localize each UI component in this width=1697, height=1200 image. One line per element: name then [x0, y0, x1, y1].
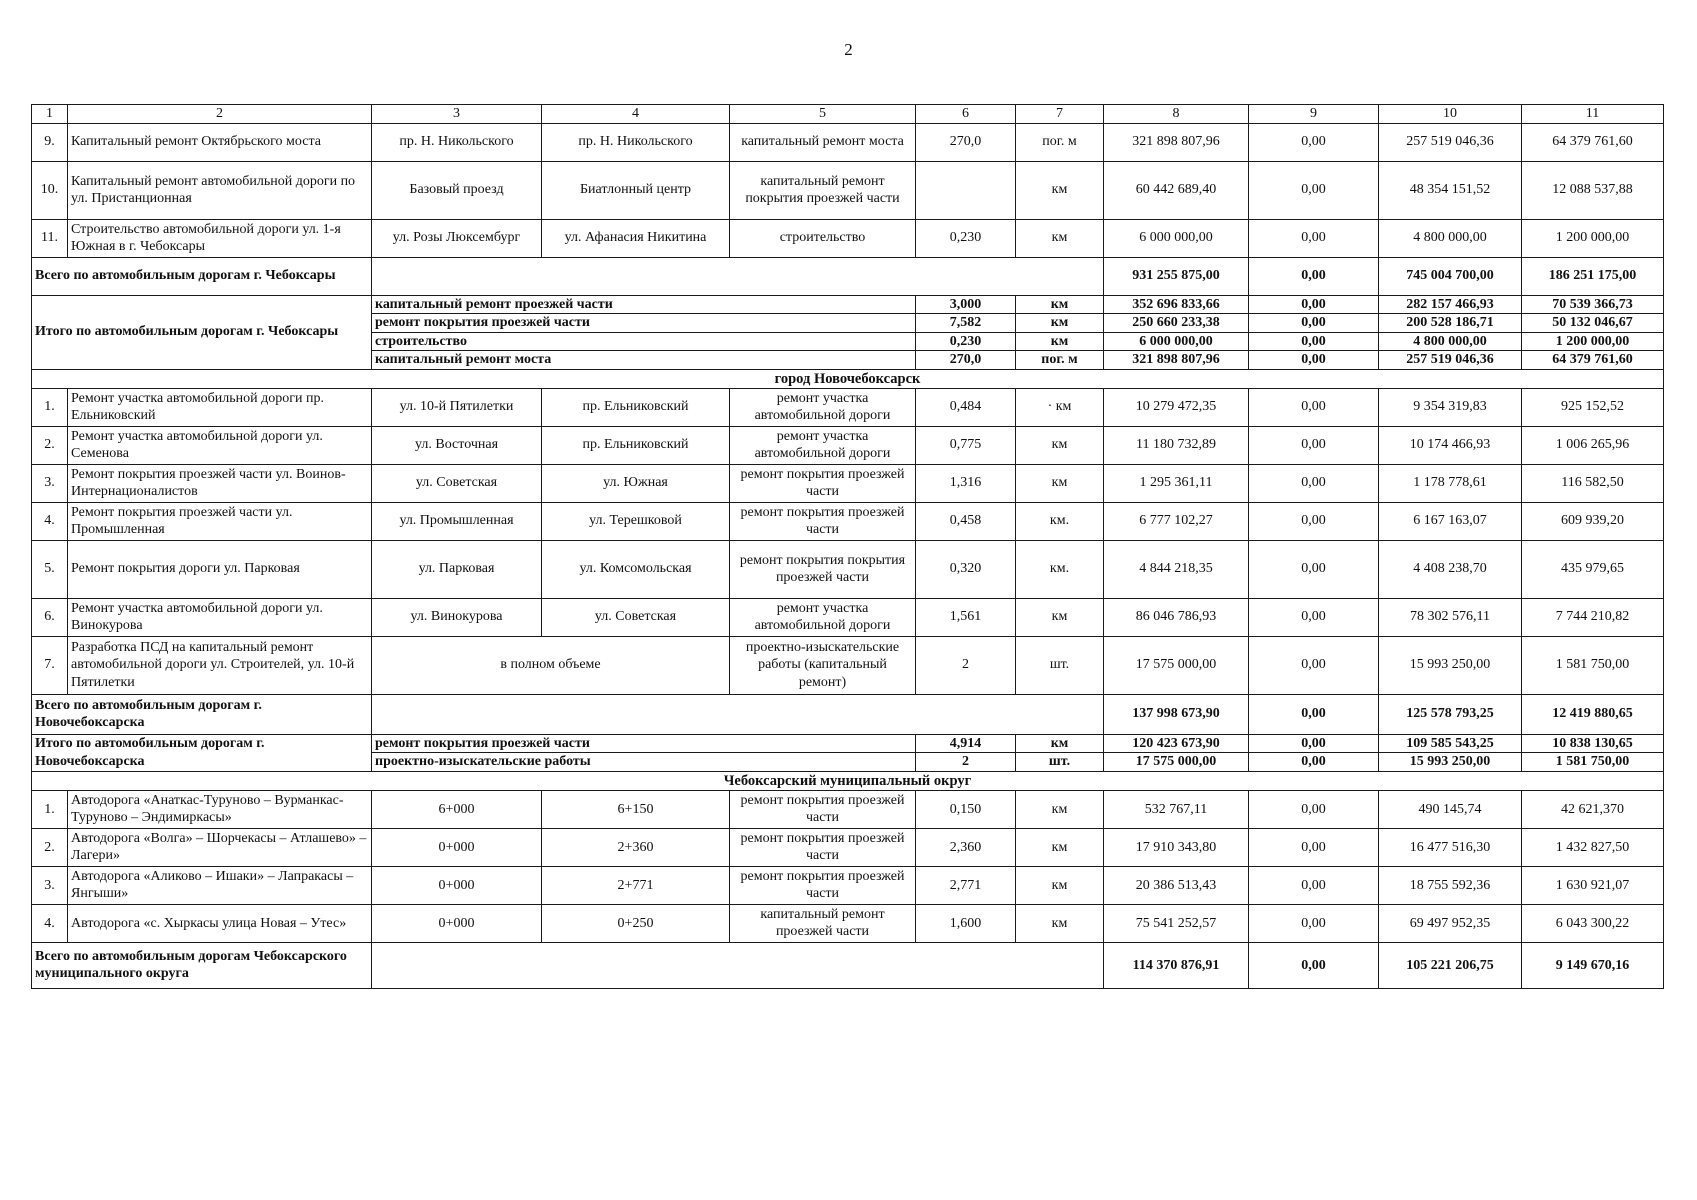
- work-type: проектно-изыскательские работы (капитальный ремонт): [730, 636, 916, 694]
- quantity: 2: [916, 636, 1016, 694]
- section-end: пр. Н. Никольского: [542, 123, 730, 161]
- total-amount: 352 696 833,66: [1104, 295, 1249, 314]
- work-type: ремонт покрытия проезжей части: [730, 502, 916, 540]
- section-start: ул. Винокурова: [372, 598, 542, 636]
- col10-amount: 6 167 163,07: [1379, 502, 1522, 540]
- quantity: 4,914: [916, 734, 1016, 753]
- column-number: 7: [1016, 105, 1104, 124]
- empty-cell: [372, 942, 1104, 988]
- col9-amount: 0,00: [1249, 332, 1379, 351]
- col11-amount: 64 379 761,60: [1522, 351, 1664, 370]
- unit: км: [1016, 828, 1104, 866]
- col10-amount: 48 354 151,52: [1379, 161, 1522, 219]
- row-number: 3.: [32, 866, 68, 904]
- section-end: 2+771: [542, 866, 730, 904]
- quantity: 1,600: [916, 904, 1016, 942]
- column-number: 9: [1249, 105, 1379, 124]
- unit: км: [1016, 161, 1104, 219]
- section-title: Чебоксарский муниципальный округ: [32, 771, 1664, 790]
- row-number: 2.: [32, 426, 68, 464]
- col9-amount: 0,00: [1249, 866, 1379, 904]
- col9-amount: 0,00: [1249, 123, 1379, 161]
- row-number: 1.: [32, 790, 68, 828]
- col10-amount: 257 519 046,36: [1379, 123, 1522, 161]
- unit: км: [1016, 904, 1104, 942]
- column-number: 3: [372, 105, 542, 124]
- column-number: 10: [1379, 105, 1522, 124]
- work-type: капитальный ремонт проезжей части: [730, 904, 916, 942]
- col9-amount: 0,00: [1249, 464, 1379, 502]
- roads-table: [31, 104, 1664, 989]
- unit: · км: [1016, 388, 1104, 426]
- row-number: 9.: [32, 123, 68, 161]
- section-end: 6+150: [542, 790, 730, 828]
- total-amount: 86 046 786,93: [1104, 598, 1249, 636]
- section-start: ул. Промышленная: [372, 502, 542, 540]
- section-start: ул. Восточная: [372, 426, 542, 464]
- object-name: Автодорога «Волга» – Шорчекасы – Атлашево» – Лагери»: [68, 828, 372, 866]
- col11-amount: 6 043 300,22: [1522, 904, 1664, 942]
- total-amount: 114 370 876,91: [1104, 942, 1249, 988]
- col9-amount: 0,00: [1249, 540, 1379, 598]
- col10-amount: 257 519 046,36: [1379, 351, 1522, 370]
- col11-amount: 9 149 670,16: [1522, 942, 1664, 988]
- unit: км: [1016, 464, 1104, 502]
- col10-amount: 78 302 576,11: [1379, 598, 1522, 636]
- row-number: 11.: [32, 219, 68, 257]
- col10-amount: 69 497 952,35: [1379, 904, 1522, 942]
- work-type: ремонт участка автомобильной дороги: [730, 426, 916, 464]
- col9-amount: 0,00: [1249, 257, 1379, 295]
- col11-amount: 116 582,50: [1522, 464, 1664, 502]
- row-number: 2.: [32, 828, 68, 866]
- work-type: ремонт покрытия проезжей части: [372, 734, 916, 753]
- section-end: ул. Советская: [542, 598, 730, 636]
- col10-amount: 4 800 000,00: [1379, 219, 1522, 257]
- unit: км: [1016, 790, 1104, 828]
- table-row: [32, 598, 1664, 636]
- col10-amount: 745 004 700,00: [1379, 257, 1522, 295]
- object-name: Ремонт покрытия проезжей части ул. Промышленная: [68, 502, 372, 540]
- total-amount: 6 000 000,00: [1104, 219, 1249, 257]
- object-name: Строительство автомобильной дороги ул. 1-я Южная в г. Чебоксары: [68, 219, 372, 257]
- quantity: 3,000: [916, 295, 1016, 314]
- col9-amount: 0,00: [1249, 314, 1379, 333]
- quantity: 0,775: [916, 426, 1016, 464]
- section-start: 0+000: [372, 904, 542, 942]
- col10-amount: 4 408 238,70: [1379, 540, 1522, 598]
- quantity: 0,320: [916, 540, 1016, 598]
- section-end: ул. Южная: [542, 464, 730, 502]
- col9-amount: 0,00: [1249, 388, 1379, 426]
- section-start: 6+000: [372, 790, 542, 828]
- table-row: [32, 426, 1664, 464]
- section-end: пр. Ельниковский: [542, 388, 730, 426]
- section-start: ул. Розы Люксембург: [372, 219, 542, 257]
- total-amount: 120 423 673,90: [1104, 734, 1249, 753]
- table-row: [32, 161, 1664, 219]
- subtotal-label: Итого по автомобильным дорогам г. Чебоксары: [32, 295, 372, 369]
- col9-amount: 0,00: [1249, 753, 1379, 772]
- section-start: ул. 10-й Пятилетки: [372, 388, 542, 426]
- total-amount: 137 998 673,90: [1104, 694, 1249, 734]
- total-row: [32, 257, 1664, 295]
- column-number: 1: [32, 105, 68, 124]
- section-start: ул. Парковая: [372, 540, 542, 598]
- unit: км: [1016, 295, 1104, 314]
- work-type: ремонт покрытия проезжей части: [730, 828, 916, 866]
- subtotal-row: [32, 734, 1664, 753]
- work-type: капитальный ремонт моста: [372, 351, 916, 370]
- col11-amount: 1 200 000,00: [1522, 332, 1664, 351]
- subtotal-row: [32, 295, 1664, 314]
- col10-amount: 490 145,74: [1379, 790, 1522, 828]
- unit: км.: [1016, 540, 1104, 598]
- quantity: [916, 161, 1016, 219]
- col10-amount: 109 585 543,25: [1379, 734, 1522, 753]
- total-amount: 931 255 875,00: [1104, 257, 1249, 295]
- quantity: 0,230: [916, 219, 1016, 257]
- col11-amount: 925 152,52: [1522, 388, 1664, 426]
- col11-amount: 1 630 921,07: [1522, 866, 1664, 904]
- unit: шт.: [1016, 753, 1104, 772]
- page-number: 2: [844, 40, 853, 59]
- quantity: 2,360: [916, 828, 1016, 866]
- quantity: 0,484: [916, 388, 1016, 426]
- unit: км: [1016, 866, 1104, 904]
- section-start: 0+000: [372, 866, 542, 904]
- section-header-row: [32, 369, 1664, 388]
- table-row: [32, 123, 1664, 161]
- work-type: ремонт участка автомобильной дороги: [730, 598, 916, 636]
- total-amount: 60 442 689,40: [1104, 161, 1249, 219]
- col11-amount: 1 581 750,00: [1522, 753, 1664, 772]
- col10-amount: 105 221 206,75: [1379, 942, 1522, 988]
- total-amount: 75 541 252,57: [1104, 904, 1249, 942]
- column-number: 8: [1104, 105, 1249, 124]
- col10-amount: 1 178 778,61: [1379, 464, 1522, 502]
- object-name: Ремонт покрытия проезжей части ул. Воинов-Интернационалистов: [68, 464, 372, 502]
- unit: пог. м: [1016, 123, 1104, 161]
- table-row: [32, 464, 1664, 502]
- quantity: 1,561: [916, 598, 1016, 636]
- quantity: 270,0: [916, 123, 1016, 161]
- table-row: [32, 904, 1664, 942]
- quantity: 0,458: [916, 502, 1016, 540]
- col10-amount: 15 993 250,00: [1379, 636, 1522, 694]
- col11-amount: 1 581 750,00: [1522, 636, 1664, 694]
- total-amount: 11 180 732,89: [1104, 426, 1249, 464]
- col10-amount: 18 755 592,36: [1379, 866, 1522, 904]
- col11-amount: 10 838 130,65: [1522, 734, 1664, 753]
- col11-amount: 435 979,65: [1522, 540, 1664, 598]
- col9-amount: 0,00: [1249, 636, 1379, 694]
- row-number: 5.: [32, 540, 68, 598]
- quantity: 1,316: [916, 464, 1016, 502]
- total-label: Всего по автомобильным дорогам г. Чебоксары: [32, 257, 372, 295]
- object-name: Ремонт покрытия дороги ул. Парковая: [68, 540, 372, 598]
- scope: в полном объеме: [372, 636, 730, 694]
- row-number: 3.: [32, 464, 68, 502]
- work-type: ремонт покрытия покрытия проезжей части: [730, 540, 916, 598]
- object-name: Автодорога «Аликово – Ишаки» – Лапракасы – Янгыши»: [68, 866, 372, 904]
- total-row: [32, 694, 1664, 734]
- total-amount: 10 279 472,35: [1104, 388, 1249, 426]
- total-amount: 17 575 000,00: [1104, 636, 1249, 694]
- unit: км: [1016, 219, 1104, 257]
- col11-amount: 1 006 265,96: [1522, 426, 1664, 464]
- section-end: ул. Терешковой: [542, 502, 730, 540]
- total-amount: 6 000 000,00: [1104, 332, 1249, 351]
- quantity: 0,230: [916, 332, 1016, 351]
- section-end: пр. Ельниковский: [542, 426, 730, 464]
- col9-amount: 0,00: [1249, 942, 1379, 988]
- table-row: [32, 540, 1664, 598]
- unit: км.: [1016, 502, 1104, 540]
- col9-amount: 0,00: [1249, 426, 1379, 464]
- col9-amount: 0,00: [1249, 828, 1379, 866]
- empty-cell: [372, 694, 1104, 734]
- quantity: 7,582: [916, 314, 1016, 333]
- col10-amount: 282 157 466,93: [1379, 295, 1522, 314]
- col10-amount: 10 174 466,93: [1379, 426, 1522, 464]
- work-type: ремонт покрытия проезжей части: [730, 790, 916, 828]
- row-number: 10.: [32, 161, 68, 219]
- section-end: 2+360: [542, 828, 730, 866]
- col10-amount: 9 354 319,83: [1379, 388, 1522, 426]
- col11-amount: 50 132 046,67: [1522, 314, 1664, 333]
- object-name: Автодорога «Анаткас-Туруново – Вурманкас-Туруново – Эндимиркасы»: [68, 790, 372, 828]
- object-name: Капитальный ремонт Октябрьского моста: [68, 123, 372, 161]
- quantity: 2,771: [916, 866, 1016, 904]
- work-type: ремонт участка автомобильной дороги: [730, 388, 916, 426]
- col9-amount: 0,00: [1249, 734, 1379, 753]
- total-amount: 321 898 807,96: [1104, 123, 1249, 161]
- col9-amount: 0,00: [1249, 295, 1379, 314]
- total-label: Всего по автомобильным дорогам г. Новочебоксарска: [32, 694, 372, 734]
- col11-amount: 1 200 000,00: [1522, 219, 1664, 257]
- total-amount: 4 844 218,35: [1104, 540, 1249, 598]
- subtotal-label: Итого по автомобильным дорогам г. Новочебоксарска: [32, 734, 372, 771]
- unit: км: [1016, 314, 1104, 333]
- col11-amount: 70 539 366,73: [1522, 295, 1664, 314]
- table-row: [32, 866, 1664, 904]
- section-start: ул. Советская: [372, 464, 542, 502]
- col11-amount: 1 432 827,50: [1522, 828, 1664, 866]
- col10-amount: 200 528 186,71: [1379, 314, 1522, 333]
- col11-amount: 186 251 175,00: [1522, 257, 1664, 295]
- empty-cell: [372, 257, 1104, 295]
- work-type: ремонт покрытия проезжей части: [730, 866, 916, 904]
- unit: км: [1016, 598, 1104, 636]
- section-end: ул. Комсомольская: [542, 540, 730, 598]
- col11-amount: 42 621,370: [1522, 790, 1664, 828]
- table-row: [32, 828, 1664, 866]
- object-name: Автодорога «с. Хыркасы улица Новая – Утес»: [68, 904, 372, 942]
- col9-amount: 0,00: [1249, 351, 1379, 370]
- total-amount: 17 910 343,80: [1104, 828, 1249, 866]
- section-end: Биатлонный центр: [542, 161, 730, 219]
- work-type: строительство: [372, 332, 916, 351]
- section-start: пр. Н. Никольского: [372, 123, 542, 161]
- section-header-row: [32, 771, 1664, 790]
- column-number: 5: [730, 105, 916, 124]
- col10-amount: 125 578 793,25: [1379, 694, 1522, 734]
- table-row: [32, 219, 1664, 257]
- work-type: капитальный ремонт покрытия проезжей части: [730, 161, 916, 219]
- col10-amount: 16 477 516,30: [1379, 828, 1522, 866]
- col11-amount: 7 744 210,82: [1522, 598, 1664, 636]
- section-start: Базовый проезд: [372, 161, 542, 219]
- col9-amount: 0,00: [1249, 502, 1379, 540]
- total-amount: 20 386 513,43: [1104, 866, 1249, 904]
- quantity: 0,150: [916, 790, 1016, 828]
- column-number: 4: [542, 105, 730, 124]
- col10-amount: 15 993 250,00: [1379, 753, 1522, 772]
- work-type: ремонт покрытия проезжей части: [730, 464, 916, 502]
- object-name: Ремонт участка автомобильной дороги ул. Семенова: [68, 426, 372, 464]
- work-type: проектно-изыскательские работы: [372, 753, 916, 772]
- section-end: ул. Афанасия Никитина: [542, 219, 730, 257]
- table-row: [32, 636, 1664, 694]
- work-type: строительство: [730, 219, 916, 257]
- total-amount: 532 767,11: [1104, 790, 1249, 828]
- total-amount: 1 295 361,11: [1104, 464, 1249, 502]
- table-row: [32, 502, 1664, 540]
- row-number: 1.: [32, 388, 68, 426]
- section-title: город Новочебоксарск: [32, 369, 1664, 388]
- table-row: [32, 388, 1664, 426]
- quantity: 2: [916, 753, 1016, 772]
- total-amount: 250 660 233,38: [1104, 314, 1249, 333]
- section-end: 0+250: [542, 904, 730, 942]
- total-label: Всего по автомобильным дорогам Чебоксарского муниципального округа: [32, 942, 372, 988]
- unit: км: [1016, 332, 1104, 351]
- col9-amount: 0,00: [1249, 790, 1379, 828]
- col11-amount: 12 419 880,65: [1522, 694, 1664, 734]
- quantity: 270,0: [916, 351, 1016, 370]
- unit: шт.: [1016, 636, 1104, 694]
- object-name: Ремонт участка автомобильной дороги пр. Ельниковский: [68, 388, 372, 426]
- unit: пог. м: [1016, 351, 1104, 370]
- total-amount: 17 575 000,00: [1104, 753, 1249, 772]
- row-number: 4.: [32, 904, 68, 942]
- row-number: 4.: [32, 502, 68, 540]
- column-number: 2: [68, 105, 372, 124]
- col11-amount: 12 088 537,88: [1522, 161, 1664, 219]
- total-row: [32, 942, 1664, 988]
- col10-amount: 4 800 000,00: [1379, 332, 1522, 351]
- unit: км: [1016, 426, 1104, 464]
- work-type: ремонт покрытия проезжей части: [372, 314, 916, 333]
- total-amount: 321 898 807,96: [1104, 351, 1249, 370]
- object-name: Ремонт участка автомобильной дороги ул. Винокурова: [68, 598, 372, 636]
- col9-amount: 0,00: [1249, 694, 1379, 734]
- col11-amount: 64 379 761,60: [1522, 123, 1664, 161]
- object-name: Капитальный ремонт автомобильной дороги по ул. Пристанционная: [68, 161, 372, 219]
- col9-amount: 0,00: [1249, 598, 1379, 636]
- row-number: 7.: [32, 636, 68, 694]
- table-row: [32, 790, 1664, 828]
- column-number: 6: [916, 105, 1016, 124]
- object-name: Разработка ПСД на капитальный ремонт автомобильной дороги ул. Строителей, ул. 10-й Пятилетки: [68, 636, 372, 694]
- work-type: капитальный ремонт проезжей части: [372, 295, 916, 314]
- total-amount: 6 777 102,27: [1104, 502, 1249, 540]
- col11-amount: 609 939,20: [1522, 502, 1664, 540]
- work-type: капитальный ремонт моста: [730, 123, 916, 161]
- col9-amount: 0,00: [1249, 161, 1379, 219]
- row-number: 6.: [32, 598, 68, 636]
- section-start: 0+000: [372, 828, 542, 866]
- header-row: [32, 105, 1664, 124]
- unit: км: [1016, 734, 1104, 753]
- col9-amount: 0,00: [1249, 904, 1379, 942]
- column-number: 11: [1522, 105, 1664, 124]
- col9-amount: 0,00: [1249, 219, 1379, 257]
